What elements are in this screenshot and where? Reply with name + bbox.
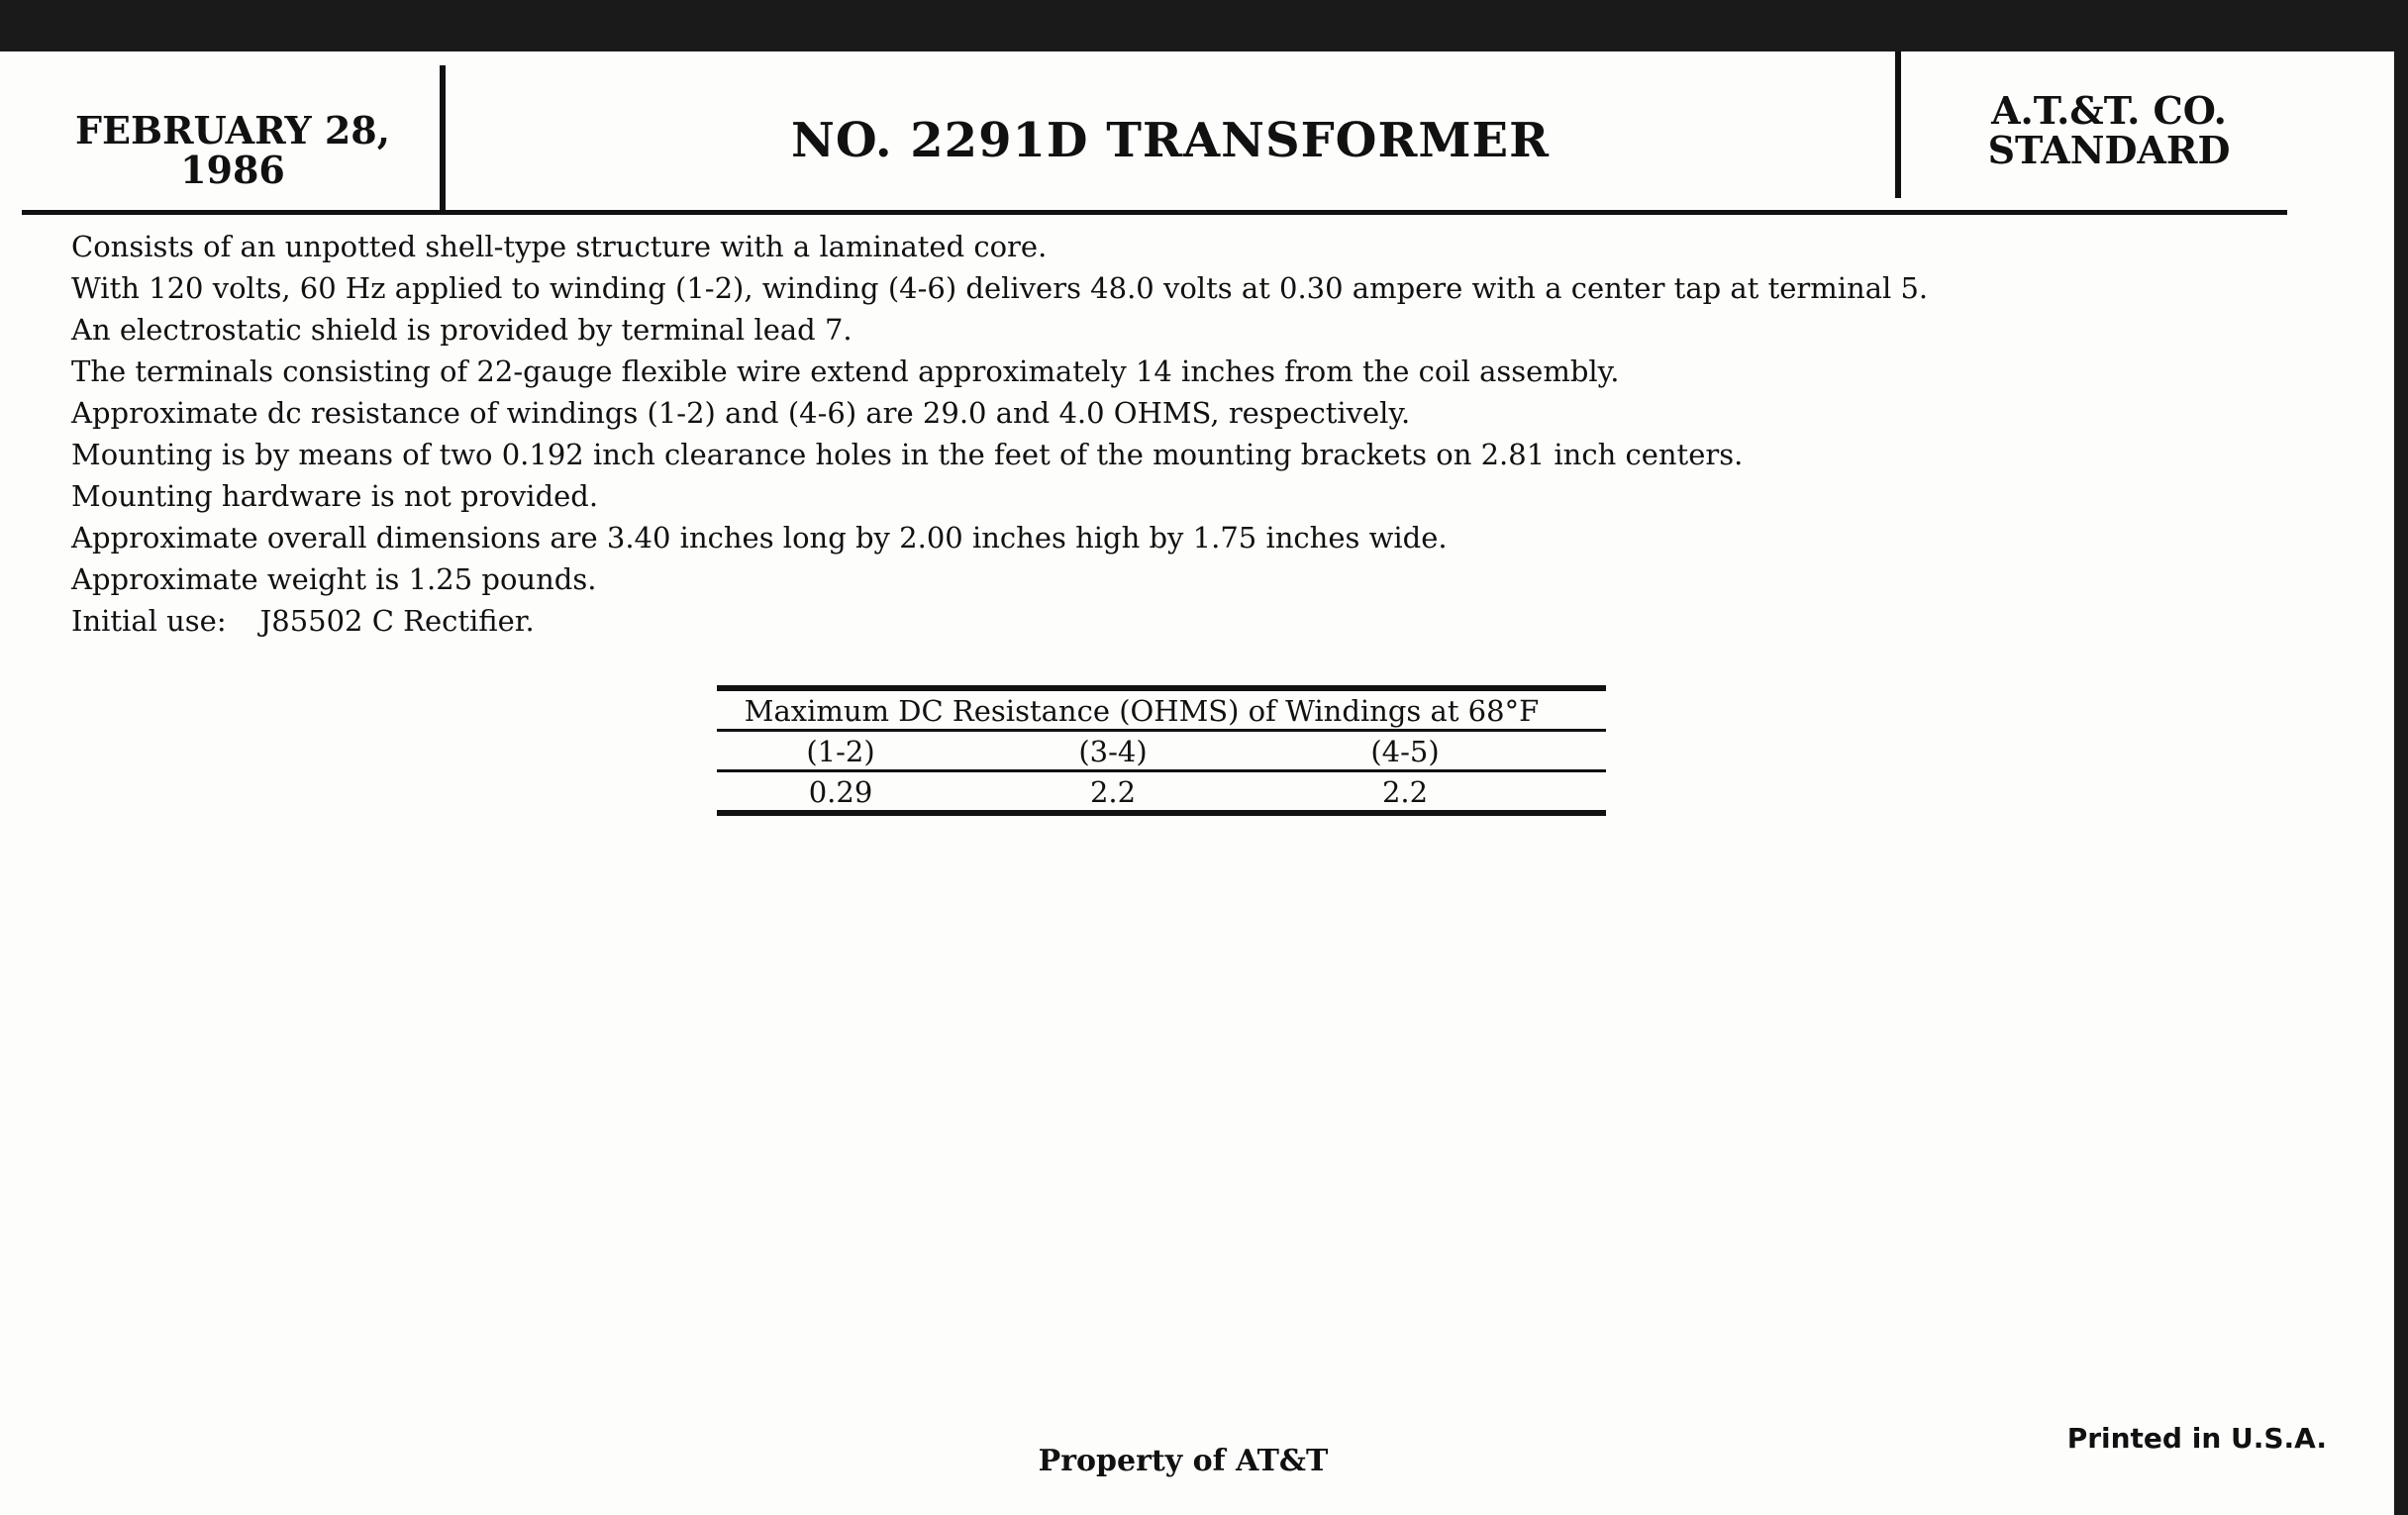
description-line: Approximate weight is 1.25 pounds. xyxy=(71,562,597,596)
description-line: Mounting is by means of two 0.192 inch clearance holes in the feet of the mounting brackets on 2.81 inch centers. xyxy=(71,438,1744,471)
initial-use-label: Initial use: xyxy=(71,604,227,638)
table-cell: 2.2 xyxy=(1089,775,1137,809)
header-rule xyxy=(22,210,2287,215)
property-notice: Property of AT&T xyxy=(1038,1444,1329,1478)
description-line: Approximate dc resistance of windings (1-2) and (4-6) are 29.0 and 4.0 OHMS, respectively. xyxy=(71,396,1411,430)
table-row xyxy=(717,772,1606,810)
table-header-row xyxy=(717,732,1606,769)
initial-use xyxy=(71,600,2250,642)
description-line: With 120 volts, 60 Hz applied to winding (1-2), winding (4-6) delivers 48.0 volts at 0.30 ampere with a center tap at terminal 5. xyxy=(71,271,1929,305)
standard-label xyxy=(1941,88,2277,172)
table-title: Maximum DC Resistance (OHMS) of Windings at 68°F xyxy=(744,694,1540,728)
scan-edge xyxy=(2394,0,2408,1515)
initial-use-value: J85502 C Rectifier. xyxy=(259,604,535,638)
description-line: The terminals consisting of 22-gauge flexible wire extend approximately 14 inches from the coil assembly. xyxy=(71,354,1620,388)
table-cell: 0.29 xyxy=(808,775,873,809)
table-bottom-rule xyxy=(717,810,1606,816)
table-header-cell: (3-4) xyxy=(1078,735,1148,768)
header-divider-right xyxy=(1895,51,1901,198)
issue-date-line2: 1986 xyxy=(180,148,285,192)
description-line: An electrostatic shield is provided by terminal lead 7. xyxy=(71,313,853,347)
document-card xyxy=(0,51,2394,1515)
issue-date xyxy=(40,108,426,192)
standard-label-line2: STANDARD xyxy=(1987,128,2231,172)
printed-notice: Printed in U.S.A. xyxy=(2066,1422,2327,1455)
description-line: Consists of an unpotted shell-type structure with a laminated core. xyxy=(71,230,1048,263)
table-header-cell: (1-2) xyxy=(806,735,875,768)
document-title: NO. 2291D TRANSFORMER xyxy=(790,113,1550,168)
description xyxy=(71,226,2250,642)
description-line: Approximate overall dimensions are 3.40 inches long by 2.00 inches high by 1.75 inches wide. xyxy=(71,521,1448,555)
resistance-table xyxy=(717,685,1606,816)
issue-date-line1: FEBRUARY 28, xyxy=(75,108,390,152)
standard-label-line1: A.T.&T. CO. xyxy=(1991,88,2227,133)
description-line: Mounting hardware is not provided. xyxy=(71,479,599,513)
table-header-cell: (4-5) xyxy=(1370,735,1440,768)
table-cell: 2.2 xyxy=(1381,775,1429,809)
